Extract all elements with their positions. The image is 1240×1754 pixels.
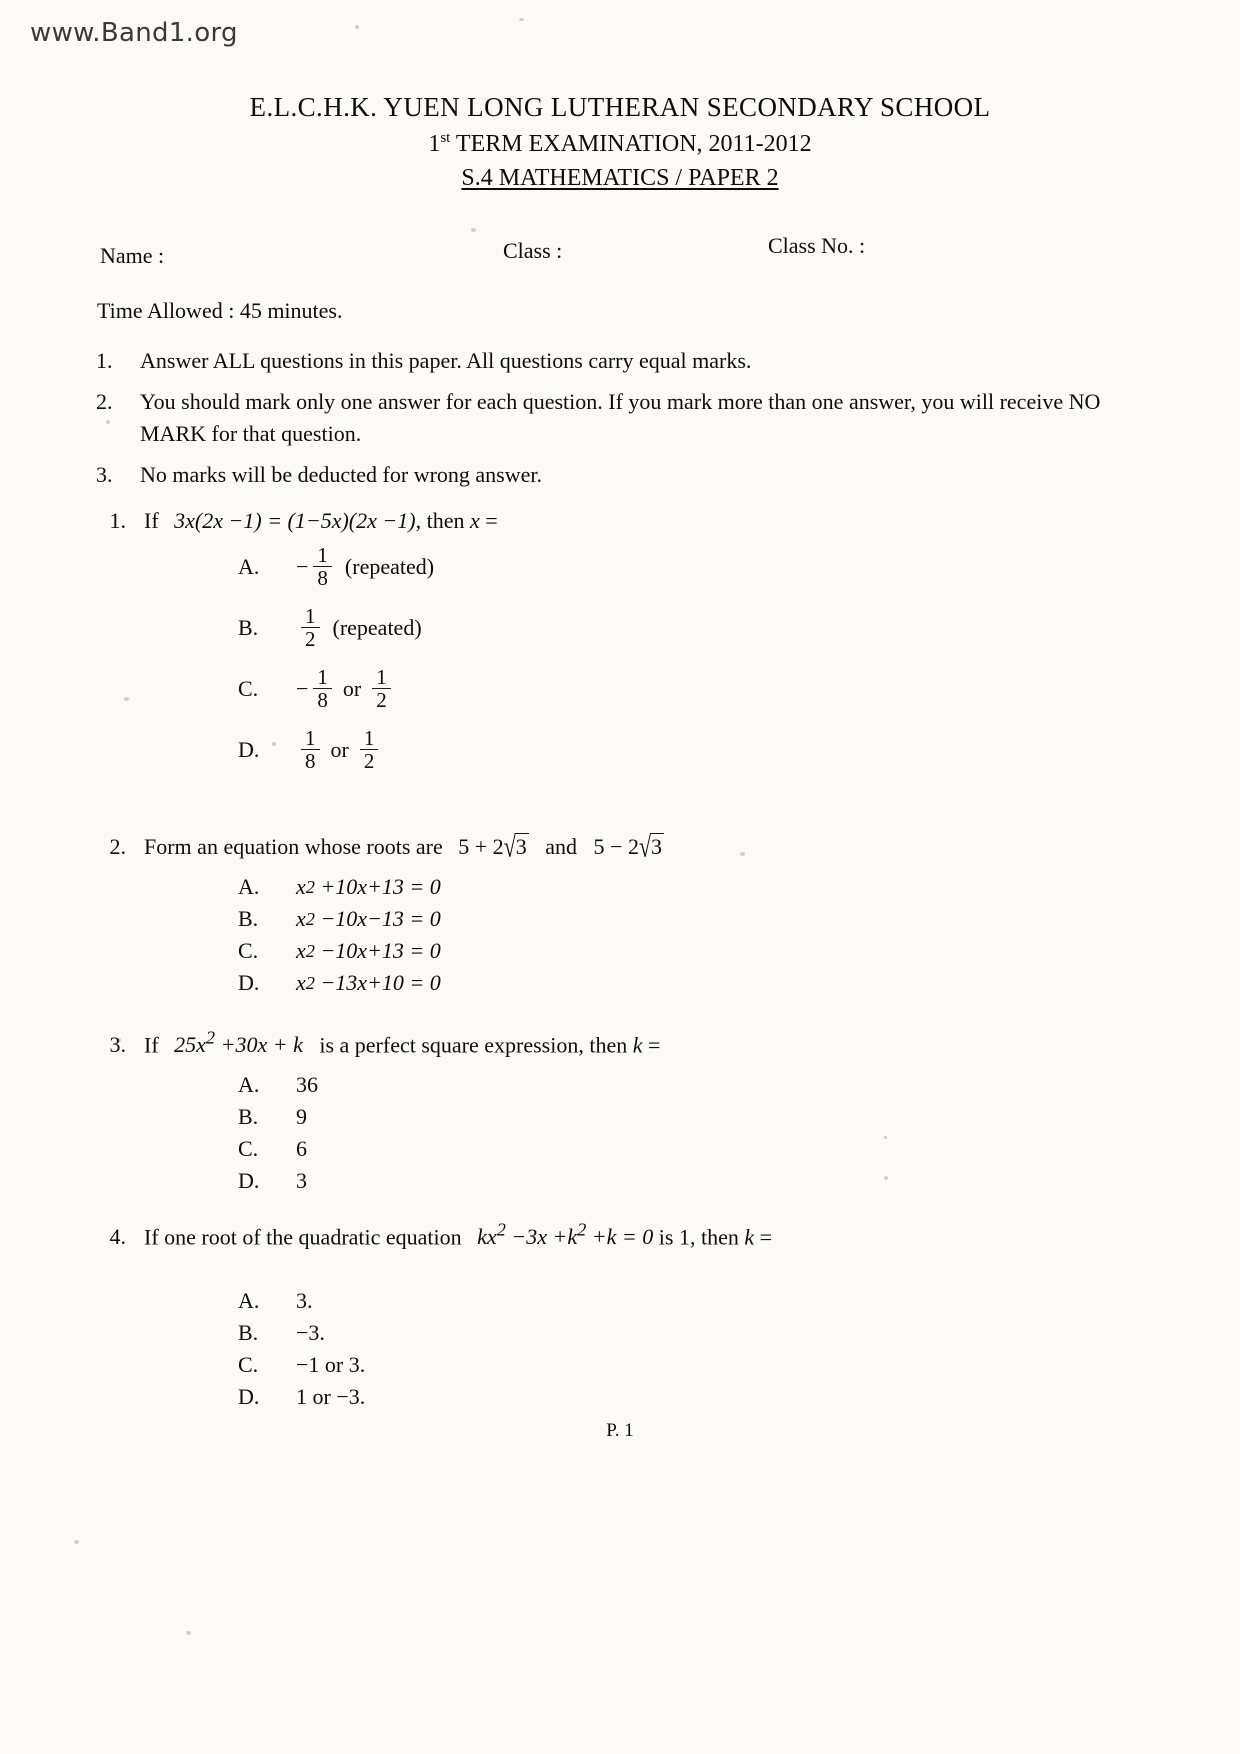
option-label: C.: [238, 675, 259, 701]
option-label: A.: [238, 874, 260, 899]
instruction-item: [96, 386, 1106, 450]
option-value: x 2 −13 x +10 = 0: [296, 970, 441, 995]
option-label: B.: [238, 906, 259, 931]
option-label: D.: [238, 1168, 260, 1194]
question-4-stem-prefix: If one root of the quadratic equation: [144, 1224, 462, 1250]
option-value: −3.: [296, 1320, 325, 1346]
question-1-options: [96, 544, 1106, 772]
question-1-option-a[interactable]: [236, 544, 1106, 589]
time-allowed: Time Allowed : 45 minutes.: [97, 298, 343, 323]
question-4-option-d[interactable]: [236, 1384, 1106, 1410]
option-label: A.: [238, 553, 260, 579]
option-value: 6: [296, 1136, 307, 1162]
question-4-number: 4.: [109, 1224, 126, 1250]
exam-term-rest: TERM EXAMINATION, 2011-2012: [450, 131, 812, 157]
instruction-number: 1.: [96, 348, 113, 373]
question-3-option-a[interactable]: [236, 1072, 1106, 1098]
question-2-number: 2.: [109, 834, 126, 859]
question-3-option-c[interactable]: [236, 1136, 1106, 1162]
question-4-option-c[interactable]: [236, 1352, 1106, 1378]
question-2-text: [144, 829, 1106, 864]
paper-title: S.4 MATHEMATICS / PAPER 2: [461, 165, 779, 191]
question-3-stem-math: $25x^2 +30x + k$: [174, 1028, 303, 1058]
option-label: D.: [238, 736, 260, 762]
option-value: 3.: [296, 1288, 313, 1314]
option-label: C.: [238, 1352, 259, 1378]
question-4-options: [96, 1288, 1106, 1410]
question-2-options: [96, 874, 1106, 996]
question-2-option-b[interactable]: [236, 906, 1106, 932]
option-value: 1 or −3.: [296, 1384, 366, 1410]
question-1-number: 1.: [109, 508, 126, 533]
question-3-number: 3.: [109, 1032, 126, 1058]
option-label: B.: [238, 1104, 259, 1130]
question-1-stem: [96, 508, 1106, 534]
instruction-text: You should mark only one answer for each question. If you mark more than one answer, you will receive NO MARK for that question.: [140, 388, 1101, 446]
question-2-option-a[interactable]: [236, 874, 1106, 900]
question-4-option-a[interactable]: [236, 1288, 1106, 1314]
option-value: − $\frac{1}{8}$ (repeated): [296, 543, 435, 591]
question-1-option-b[interactable]: [236, 605, 1106, 650]
question-4-option-b[interactable]: [236, 1320, 1106, 1346]
question-1: [96, 508, 1106, 778]
question-1-stem-suffix: , then x =: [415, 508, 498, 533]
option-value: −1 or 3.: [296, 1352, 366, 1378]
instruction-item: [96, 459, 1106, 491]
question-1-text: [144, 508, 1106, 534]
question-2-stem: [96, 829, 1106, 864]
option-value: $\frac{1}{2}$ (repeated): [296, 605, 1106, 650]
question-4-text: [144, 1220, 1106, 1250]
class-no-field-label: Class No. :: [768, 233, 866, 258]
name-field-label: Name :: [100, 243, 165, 268]
scan-speck: [471, 228, 476, 232]
option-value: 36: [296, 1072, 318, 1098]
instruction-text: No marks will be deducted for wrong answer.: [140, 461, 543, 487]
option-value: x 2 −10 x +13 = 0: [296, 938, 441, 963]
question-3-stem-prefix: If: [144, 1032, 159, 1058]
option-label: C.: [238, 938, 259, 963]
option-value: x 2 +10 x +13 = 0: [296, 874, 441, 899]
instruction-number: 3.: [96, 461, 113, 487]
option-value: − $\frac{1}{8}$ or $\frac{1}{2}$: [296, 666, 1106, 711]
question-1-option-c[interactable]: [236, 666, 1106, 711]
option-value: $\frac{1}{8}$ or $\frac{1}{2}$: [296, 727, 1106, 772]
question-2-stem-math: 5 + 2√3 and 5 − 2√3: [458, 829, 663, 864]
question-4-stem-suffix: is 1, then k =: [658, 1224, 773, 1250]
option-label: B.: [238, 1320, 259, 1346]
question-4-stem: [96, 1220, 1106, 1250]
scan-speck: [355, 25, 359, 29]
option-label: A.: [238, 1288, 260, 1314]
instruction-text: Answer ALL questions in this paper. All questions carry equal marks.: [140, 348, 752, 373]
question-3-options: [96, 1072, 1106, 1194]
question-2-option-c[interactable]: [236, 938, 1106, 964]
question-3-text: [144, 1028, 1106, 1058]
question-4-stem-math: $kx^2 -3x +k^2 +k = 0$: [477, 1220, 654, 1250]
option-label: D.: [238, 970, 260, 995]
question-2: [96, 829, 1106, 1002]
document-header: [0, 92, 1240, 192]
scan-speck: [519, 18, 524, 21]
option-label: A.: [238, 1072, 260, 1098]
class-field-label: Class :: [503, 238, 563, 263]
option-value: 9: [296, 1104, 307, 1130]
question-1-option-d[interactable]: [236, 727, 1106, 772]
question-3-option-b[interactable]: [236, 1104, 1106, 1130]
question-1-stem-prefix: If: [144, 508, 159, 533]
exam-term-suffix: st: [440, 130, 451, 146]
question-2-stem-prefix: Form an equation whose roots are: [144, 834, 443, 859]
exam-term-number: 1: [428, 131, 441, 157]
scan-speck: [186, 1631, 191, 1635]
instruction-item: [96, 345, 1106, 377]
option-value: x 2 −10 x −13 = 0: [296, 906, 441, 931]
question-3: [96, 1028, 1106, 1200]
scan-speck: [74, 1540, 79, 1544]
school-name: E.L.C.H.K. YUEN LONG LUTHERAN SECONDARY SCHOOL: [249, 92, 991, 122]
option-value: 3: [296, 1168, 307, 1194]
site-watermark: www.Band1.org: [30, 18, 238, 48]
option-label: C.: [238, 1136, 259, 1162]
option-label: D.: [238, 1384, 260, 1410]
question-3-option-d[interactable]: [236, 1168, 1106, 1194]
question-2-option-d[interactable]: [236, 970, 1106, 996]
exam-title: [0, 130, 1240, 158]
instruction-number: 2.: [96, 388, 113, 414]
instructions-list: [96, 345, 1106, 500]
option-label: B.: [238, 614, 259, 640]
question-4: [96, 1220, 1106, 1416]
question-1-stem-math: 3x(2x −1) = (1−5x)(2x −1): [174, 508, 416, 533]
question-3-stem: [96, 1028, 1106, 1058]
page-number: P. 1: [606, 1420, 634, 1441]
question-3-stem-suffix: is a perfect square expression, then k =: [308, 1032, 661, 1058]
